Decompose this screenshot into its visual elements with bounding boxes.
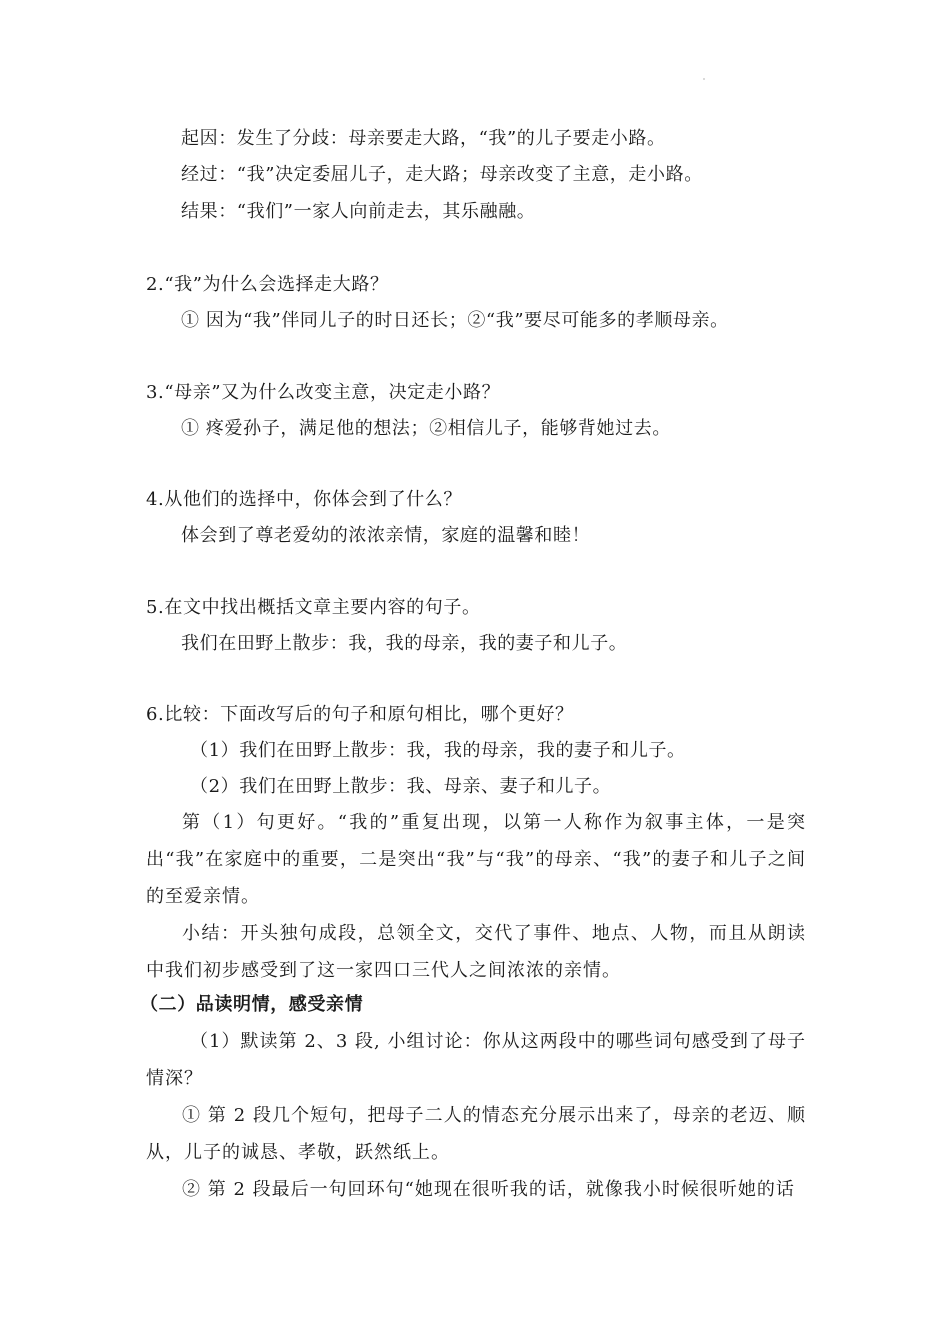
summary-paragraph: 小结：开头独句成段，总领全文，交代了事件、地点、人物，而且从朗读中我们初步感受到了这一家四口三代人之间浓浓的亲情。 xyxy=(146,923,806,981)
option-1: （1）我们在田野上散步：我，我的母亲，我的妻子和儿子。 xyxy=(190,740,686,761)
cause-line: 起因：发生了分歧：母亲要走大路，“我”的儿子要走小路。 xyxy=(181,128,666,149)
question-6: 6.比较：下面改写后的句子和原句相比，哪个更好？ xyxy=(146,704,574,725)
answer-4: 体会到了尊老爱幼的浓浓亲情，家庭的温馨和睦！ xyxy=(181,525,591,546)
answer-6-paragraph: 第（1）句更好。“我的”重复出现，以第一人称作为叙事主体，一是突出“我”在家庭中的重要，二是突出“我”与“我”的母亲、“我”的妻子和儿子之间的至爱亲情。 xyxy=(146,812,806,907)
answer-2: ① 因为“我”伴同儿子的时日还长；②“我”要尽可能多的孝顺母亲。 xyxy=(181,310,729,331)
section-heading: （二）品读明情，感受亲情 xyxy=(140,994,364,1015)
question-3: 3.“母亲”又为什么改变主意，决定走小路？ xyxy=(146,382,501,403)
answer-3: ① 疼爱孙子，满足他的想法；②相信儿子，能够背她过去。 xyxy=(181,418,671,439)
answer-5: 我们在田野上散步：我，我的母亲，我的妻子和儿子。 xyxy=(181,633,628,654)
option-2: （2）我们在田野上散步：我、母亲、妻子和儿子。 xyxy=(190,776,612,797)
process-line: 经过：“我”决定委屈儿子，走大路；母亲改变了主意，走小路。 xyxy=(181,164,703,185)
question-2: 2.“我”为什么会选择走大路？ xyxy=(146,274,389,295)
question-4: 4.从他们的选择中，你体会到了什么？ xyxy=(146,489,462,510)
scan-speck xyxy=(703,78,705,80)
question-5: 5.在文中找出概括文章主要内容的句子。 xyxy=(146,597,481,618)
point-1-paragraph: ① 第 2 段几个短句，把母子二人的情态充分展示出来了，母亲的老迈、顺从，儿子的诚恳、孝敬，跃然纸上。 xyxy=(146,1105,806,1163)
point-2-paragraph: ② 第 2 段最后一句回环句“她现在很听我的话，就像我小时候很听她的话 xyxy=(182,1179,795,1200)
task-paragraph: （1）默读第 2、3 段, 小组讨论：你从这两段中的哪些词句感受到了母子情深？ xyxy=(146,1031,806,1089)
result-line: 结果：“我们”一家人向前走去，其乐融融。 xyxy=(181,201,536,222)
